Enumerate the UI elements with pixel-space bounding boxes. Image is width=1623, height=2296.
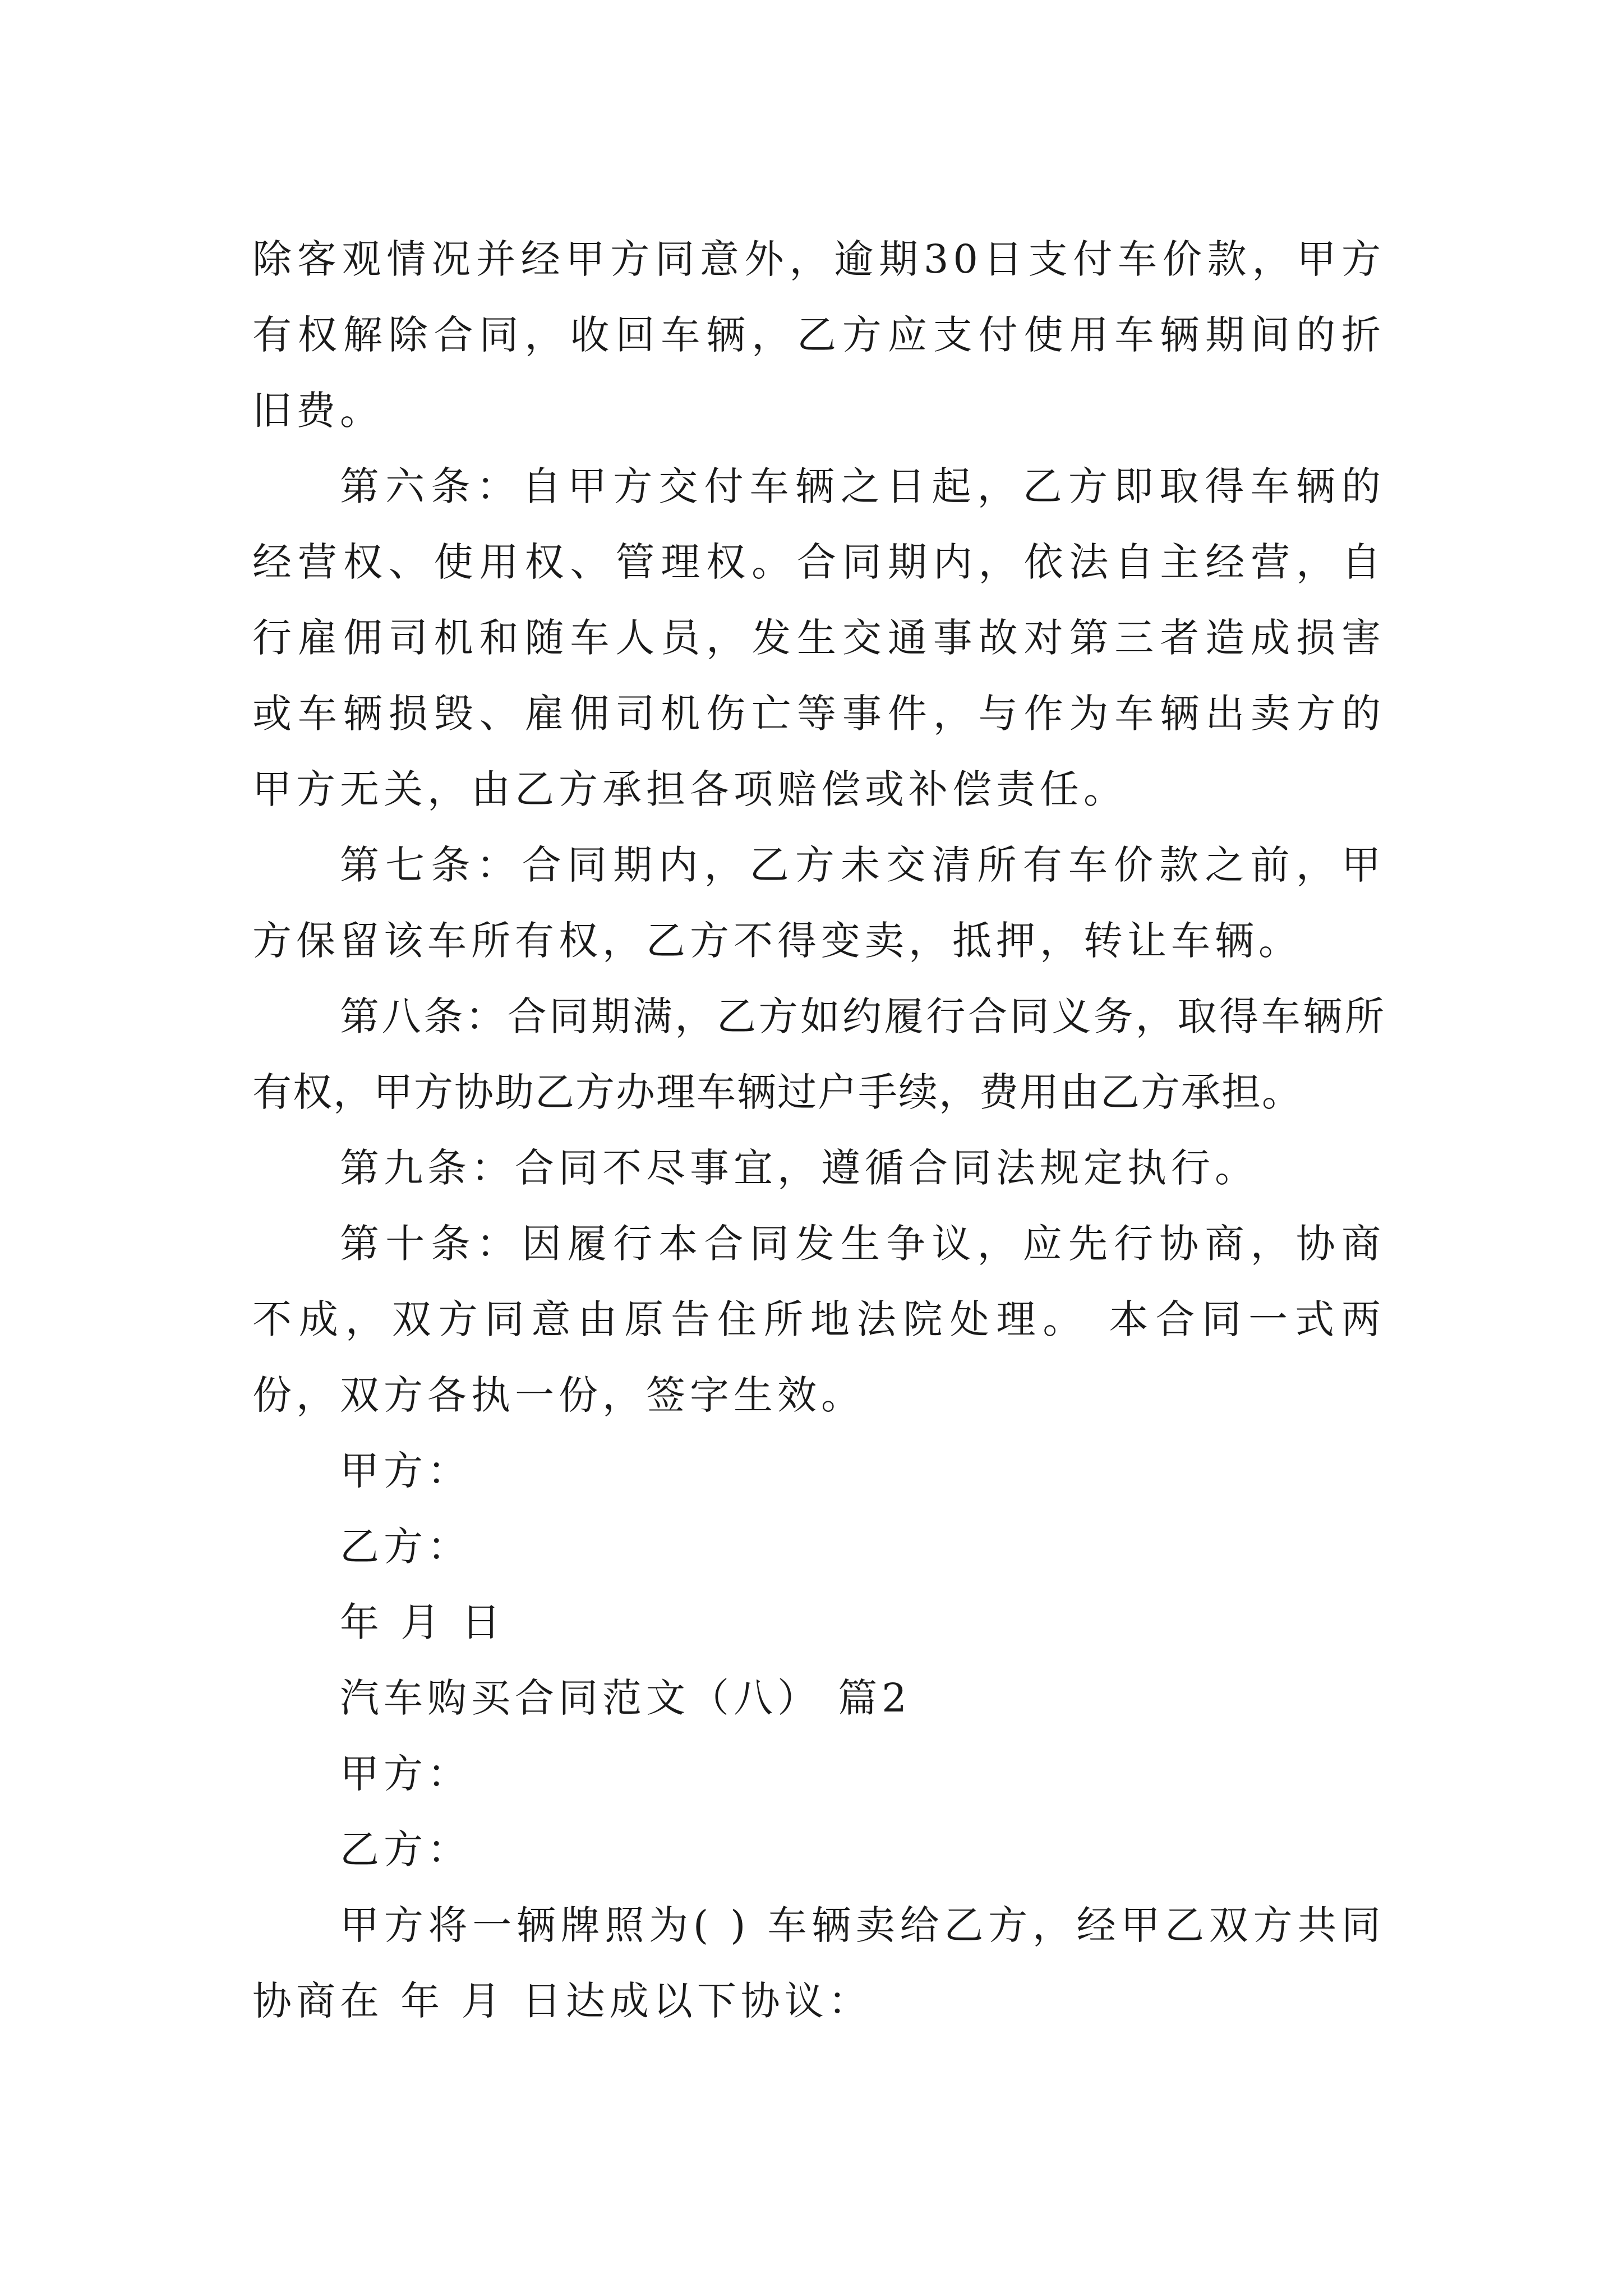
- party-a-label-2: 甲方：: [340, 1751, 471, 1797]
- paragraph-article-9: 第九条：合同不尽事宜，遵循合同法规定执行。: [340, 1145, 1258, 1191]
- paragraph-continuation: 除客观情况并经甲方同意外，逾期30日支付车价款，甲方有权解除合同，收回车辆，乙方应支付使用车辆期间的折旧费。: [252, 236, 1385, 434]
- section-title-2: 汽车购买合同范文（八） 篇2: [340, 1675, 911, 1721]
- signature-party-b: 乙方：: [340, 1524, 471, 1570]
- party-b-label-2: 乙方：: [340, 1826, 471, 1872]
- paragraph-agreement: 甲方将一辆牌照为( ) 车辆卖给乙方，经甲乙双方共同协商在 年 月 日达成以下协议：: [252, 1902, 1385, 2024]
- paragraph-article-7: 第七条：合同期内，乙方未交清所有车价款之前，甲方保留该车所有权，乙方不得变卖，抵押，转让车辆。: [252, 842, 1385, 964]
- paragraph-article-8: 第八条：合同期满，乙方如约履行合同义务，取得车辆所有权，甲方协助乙方办理车辆过户手续，费用由乙方承担。: [252, 993, 1385, 1115]
- paragraph-article-6: 第六条：自甲方交付车辆之日起，乙方即取得车辆的经营权、使用权、管理权。合同期内，依法自主经营，自行雇佣司机和随车人员，发生交通事故对第三者造成损害或车辆损毁、雇佣司机伤亡等事件，与作为车辆出卖方的甲方无关，由乙方承担各项赔偿或补偿责任。: [252, 463, 1385, 812]
- signature-party-a: 甲方：: [340, 1448, 471, 1494]
- document-body: [252, 222, 1385, 2039]
- paragraph-article-10: 第十条：因履行本合同发生争议，应先行协商，协商不成，双方同意由原告住所地法院处理。 本合同一式两份，双方各执一份，签字生效。: [252, 1221, 1385, 1418]
- signature-date: 年 月 日: [340, 1599, 505, 1645]
